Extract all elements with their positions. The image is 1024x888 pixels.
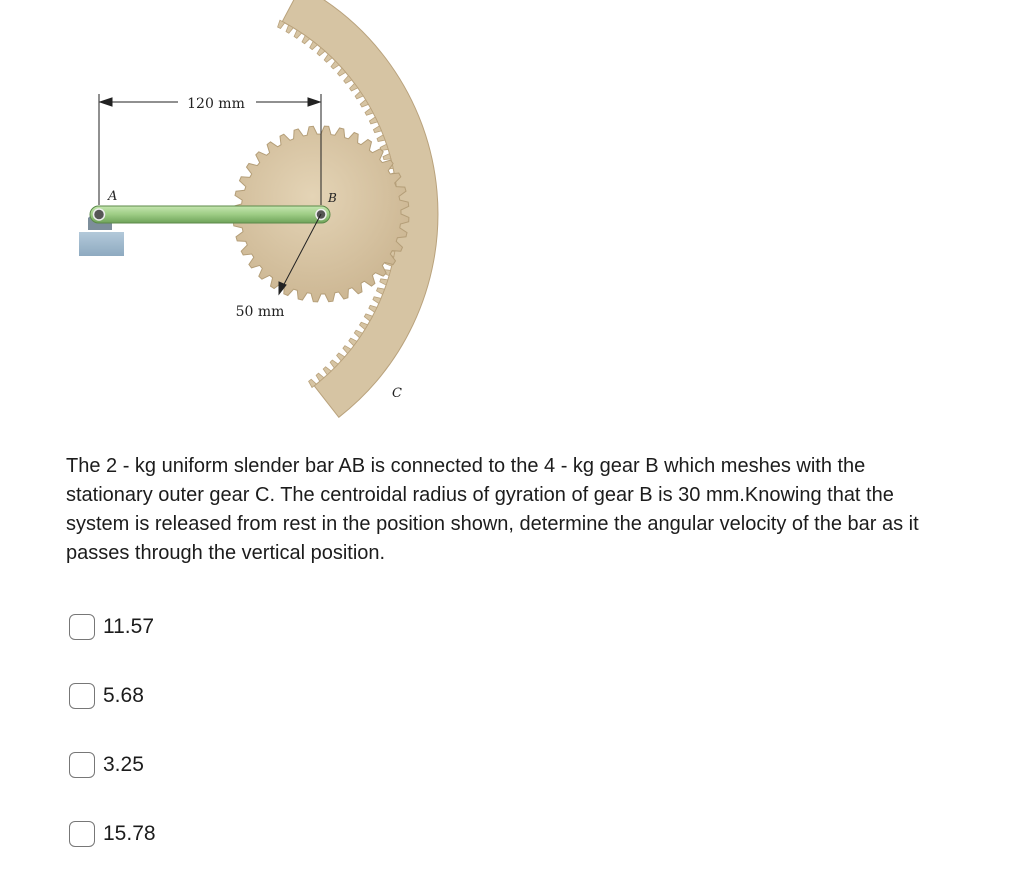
ring-tooth	[380, 279, 388, 285]
option-4-label: 15.78	[103, 822, 156, 845]
option-1-label: 11.57	[103, 615, 154, 638]
ring-tooth	[377, 288, 385, 295]
label-b: B	[328, 191, 337, 205]
dimension-label-120mm: 120 mm	[187, 96, 245, 112]
question-text: The 2 - kg uniform slender bar AB is connected to the 4 - kg gear B which meshes with the stationary outer gear C. The centroidal radius of gyration of gear B is 30 mm.Knowing that the system is released from rest in the position shown, determine the angular velocity of the bar as it passes through the vertical position.	[66, 455, 919, 564]
option-4[interactable]	[69, 819, 156, 849]
checkbox-option-1[interactable]	[69, 614, 95, 640]
ring-tooth	[377, 135, 385, 142]
option-1[interactable]	[69, 612, 154, 642]
label-c: C	[392, 386, 402, 401]
checkbox-option-3[interactable]	[69, 752, 95, 778]
slender-bar-ab	[90, 206, 330, 223]
checkbox-option-2[interactable]	[69, 683, 95, 709]
option-3[interactable]	[69, 750, 144, 780]
option-2[interactable]	[69, 681, 144, 711]
dimension-label-50mm: 50 mm	[235, 304, 285, 320]
label-a: A	[108, 189, 118, 204]
option-3-label: 3.25	[103, 753, 144, 776]
option-2-label: 5.68	[103, 684, 144, 707]
problem-figure	[0, 0, 1024, 420]
checkbox-option-4[interactable]	[69, 821, 95, 847]
ring-tooth	[383, 154, 391, 160]
